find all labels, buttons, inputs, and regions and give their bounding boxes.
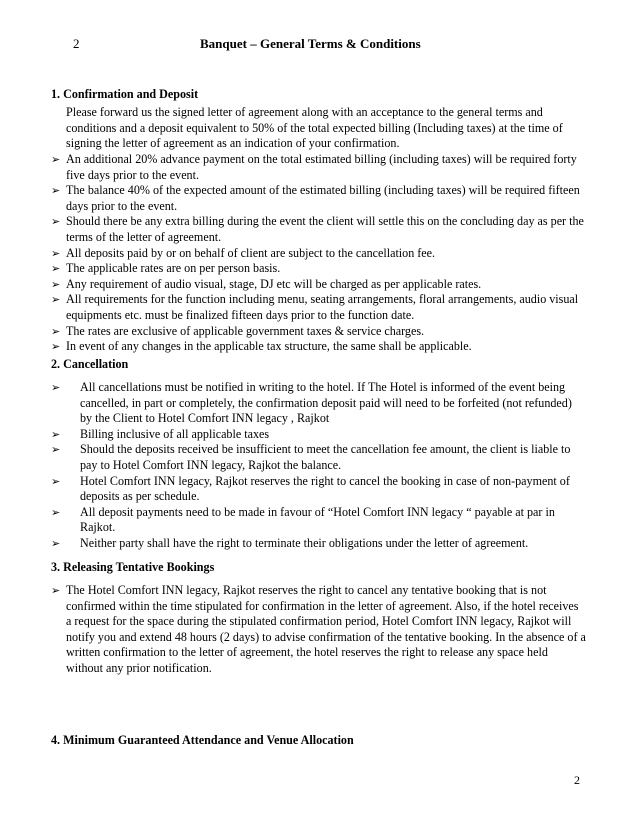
arrow-bullet-icon: ➢ (51, 246, 61, 260)
section-heading-releasing: 3. Releasing Tentative Bookings (51, 560, 215, 574)
arrow-bullet-icon: ➢ (51, 381, 61, 394)
section-intro-paragraph: Please forward us the signed letter of agreement along with an acceptance to the general terms and conditions and a deposit equivalent to 50% of the total expected billing (Including taxes) at the time of signing the letter of agreement as an indication of your confirmation. (66, 105, 563, 151)
list-item: ➢ An additional 20% advance payment on the total estimated billing (including taxes) will be required forty five days prior to the event. (51, 152, 577, 182)
list-item: ➢ All deposit payments need to be made in favour of “Hotel Comfort INN legacy “ payable at par in Rajkot. (51, 504, 555, 535)
arrow-bullet-icon: ➢ (51, 443, 61, 457)
arrow-bullet-icon: ➢ (51, 277, 61, 291)
releasing-bullet-list (51, 583, 586, 677)
arrow-bullet-icon: ➢ (51, 215, 61, 229)
list-item: ➢ Should there be any extra billing during the event the client will settle this on the concluding day as per the terms of the letter of agreement. (51, 214, 584, 244)
list-item: ➢ Hotel Comfort INN legacy, Rajkot reserves the right to cancel the booking in case of non-payment of deposits as per schedule. (51, 473, 570, 504)
list-item: ➢ All deposits paid by or on behalf of client are subject to the cancellation fee. (51, 245, 436, 260)
arrow-bullet-icon: ➢ (51, 262, 61, 276)
arrow-bullet-icon: ➢ (51, 184, 61, 198)
list-item: ➢ Any requirement of audio visual, stage, DJ etc will be charged as per applicable rates. (51, 276, 482, 291)
page-number-bottom: 2 (574, 773, 580, 787)
section-heading-attendance: 4. Minimum Guaranteed Attendance and Venue Allocation (51, 733, 354, 747)
arrow-bullet-icon: ➢ (51, 474, 61, 488)
list-item: ➢ Billing inclusive of all applicable taxes (51, 426, 270, 441)
document-title: Banquet – General Terms & Conditions (200, 36, 421, 51)
page-number-top: 2 (73, 36, 80, 51)
list-item: ➢ The balance 40% of the expected amount of the estimated billing (including taxes) will be required fifteen days prior to the event. (51, 183, 580, 213)
arrow-bullet-icon: ➢ (51, 340, 61, 354)
arrow-bullet-icon: ➢ (51, 584, 61, 597)
list-item: ➢ The rates are exclusive of applicable government taxes & service charges. (51, 323, 425, 338)
list-item: ➢ In event of any changes in the applicable tax structure, the same shall be applicable. (51, 339, 472, 354)
arrow-bullet-icon: ➢ (51, 427, 61, 441)
arrow-bullet-icon: ➢ (51, 505, 61, 519)
list-item: ➢ The applicable rates are on per person basis. (51, 261, 281, 276)
section-heading-cancellation: 2. Cancellation (51, 357, 129, 371)
arrow-bullet-icon: ➢ (51, 293, 61, 307)
arrow-bullet-icon: ➢ (51, 536, 61, 550)
list-item: ➢ The Hotel Comfort INN legacy, Rajkot reserves the right to cancel any tentative booking that is not confirmed within the time stipulated for confirmation in the letter of agreement. Also, if the hotel receives a request for the space during the stipulated confirmation period, Hotel Comfort INN legacy, Rajkot will notify you and extend 48 hours (2 days) to advise confirmation of the tentative booking. In the absence of a written confirmation to the letter of agreement, the hotel reserves the right to release any space held without any prior notification. (51, 583, 586, 675)
confirmation-bullet-list (51, 152, 586, 355)
arrow-bullet-icon: ➢ (51, 324, 61, 338)
list-item: ➢ Neither party shall have the right to terminate their obligations under the letter of agreement. (51, 535, 529, 550)
list-item: ➢ All cancellations must be notified in writing to the hotel. If The Hotel is informed of the event being cancelled, in part or completely, the confirmation deposit paid will need to be forfeited (not refunded) by the Client to Hotel Comfort INN legacy , Rajkot (51, 380, 572, 426)
list-item: ➢ Should the deposits received be insufficient to meet the cancellation fee amount, the client is liable to pay to Hotel Comfort INN legacy, Rajkot the balance. (51, 442, 571, 472)
arrow-bullet-icon: ➢ (51, 153, 61, 166)
section-heading-confirmation: 1. Confirmation and Deposit (51, 87, 199, 101)
cancellation-bullet-list (51, 380, 580, 552)
list-item: ➢ All requirements for the function including menu, seating arrangements, floral arrangements, audio visual equipments etc. must be finalized fifteen days prior to the function date. (51, 292, 579, 322)
